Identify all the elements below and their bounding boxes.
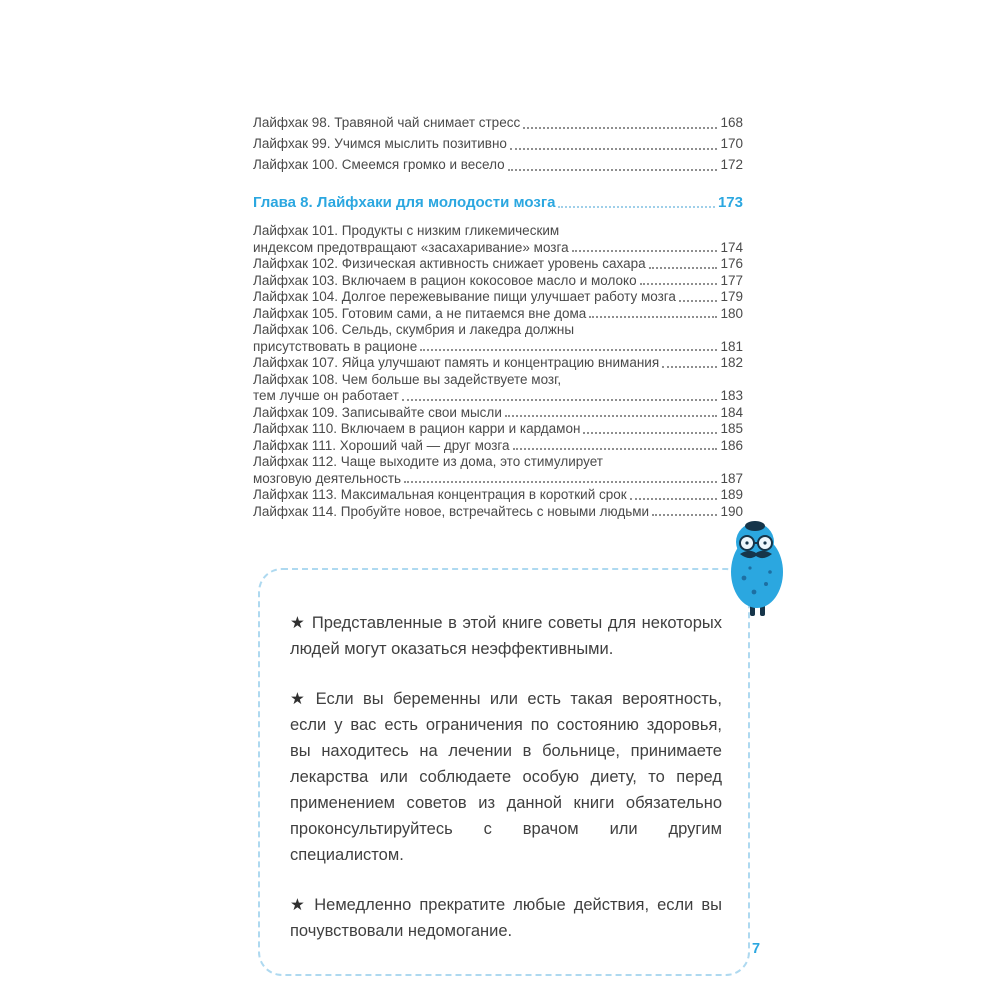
- dot-leader: [505, 405, 718, 418]
- toc-entry-text: Лайфхак 100. Смеемся громко и весело: [253, 157, 505, 172]
- dot-leader: [404, 471, 717, 484]
- toc-entry-line: [253, 471, 743, 488]
- toc-entry-line: [253, 355, 743, 372]
- disclaimer-text: Если вы беременны или есть такая вероятность, если у вас есть ограничения по состоянию здоровья, вы находитесь на лечении в больнице, принимаете лекарства или соблюдаете особую диету, то перед применением советов из данной книги обязательно проконсультируйтесь с врачом или другим специалистом.: [290, 690, 722, 864]
- disclaimer-box: [258, 568, 750, 976]
- toc-entry-page-number: 180: [720, 305, 743, 321]
- dot-leader: [513, 438, 718, 451]
- toc-entry-line: [253, 306, 743, 323]
- dot-leader: [572, 240, 718, 253]
- toc-entry-line: [253, 133, 743, 154]
- dot-leader: [640, 273, 718, 286]
- toc-entry-text: Лайфхак 114. Пробуйте новое, встречайтесь с новыми людьми: [253, 503, 650, 519]
- star-icon: ★: [290, 614, 306, 632]
- toc-entry-text: индексом предотвращают «засахаривание» мозга: [253, 239, 569, 255]
- toc-entry-line: [253, 112, 743, 133]
- toc-entry-line: [253, 487, 743, 504]
- disclaimer-paragraph: [290, 610, 722, 662]
- toc-pre-entries: [253, 112, 743, 175]
- page-number: 7: [752, 941, 761, 957]
- disclaimer-paragraph: [290, 686, 722, 868]
- mascot-character: [724, 518, 790, 622]
- dot-leader: [662, 355, 717, 368]
- toc-entry-page-number: 172: [720, 157, 743, 172]
- toc-entry-text: Лайфхак 107. Яйца улучшают память и концентрацию внимания: [253, 355, 660, 370]
- toc-entry-text: присутствовать в рационе: [253, 338, 418, 354]
- toc-entry-page-number: 170: [720, 136, 743, 151]
- toc-entry-text: Лайфхак 110. Включаем в рацион карри и кардамон: [253, 421, 581, 436]
- star-icon: ★: [290, 896, 309, 914]
- toc-entry-line: [253, 504, 743, 521]
- toc-entry-text: Лайфхак 113. Максимальная концентрация в короткий срок: [253, 487, 627, 502]
- toc-entry-page-number: 186: [720, 437, 743, 453]
- toc-entry-text: Лайфхак 99. Учимся мыслить позитивно: [253, 136, 507, 151]
- chapter-heading-row: [253, 193, 743, 213]
- disclaimer-text: Представленные в этой книге советы для некоторых людей могут оказаться неэффективными.: [290, 614, 722, 658]
- toc-entry-line: [253, 339, 743, 356]
- toc-entry-page-number: 187: [720, 470, 743, 486]
- toc-entry-text: Лайфхак 98. Травяной чай снимает стресс: [253, 115, 521, 130]
- disclaimer-paragraph: [290, 892, 722, 944]
- toc-entry-line: [253, 273, 743, 290]
- toc-entry-page-number: 183: [720, 388, 743, 403]
- toc-entry-text: Лайфхак 106. Сельдь, скумбрия и лакедра должны: [253, 322, 575, 337]
- star-icon: ★: [290, 690, 310, 708]
- toc-entry-page-number: 182: [720, 355, 743, 370]
- toc-entry-text: Лайфхак 109. Записывайте свои мысли: [253, 404, 502, 420]
- toc-entry-text: тем лучше он работает: [253, 388, 399, 403]
- toc-entry-text: Лайфхак 111. Хороший чай — друг мозга: [253, 437, 510, 453]
- dot-leader: [510, 133, 718, 150]
- dot-leader: [558, 193, 715, 208]
- toc-entry-page-number: 185: [720, 421, 743, 436]
- toc-entry-page-number: 168: [720, 115, 743, 130]
- toc-entry-text: Лайфхак 103. Включаем в рацион кокосовое масло и молоко: [253, 272, 637, 288]
- toc-entry-text: Лайфхак 105. Готовим сами, а не питаемся вне дома: [253, 305, 587, 321]
- toc-entry-page-number: 190: [720, 503, 743, 519]
- dot-leader: [630, 487, 718, 500]
- toc-entry-text: Лайфхак 102. Физическая активность снижает уровень сахара: [253, 256, 646, 271]
- toc-entry-line: [253, 154, 743, 175]
- dot-leader: [589, 306, 717, 319]
- dot-leader: [583, 421, 717, 434]
- toc-entry-page-number: 181: [720, 338, 743, 354]
- toc-entries: [253, 223, 743, 520]
- toc-entry-line: [253, 438, 743, 455]
- table-of-contents: [253, 112, 743, 520]
- dot-leader: [649, 256, 718, 269]
- toc-entry-line: [253, 322, 743, 339]
- toc-entry-line: [253, 388, 743, 405]
- toc-entry-line: [253, 256, 743, 273]
- dot-leader: [402, 388, 718, 401]
- chapter-title: Глава 8. Лайфхаки для молодости мозга: [253, 194, 556, 211]
- toc-entry-text: Лайфхак 108. Чем больше вы задействуете мозг,: [253, 371, 562, 387]
- dot-leader: [679, 289, 718, 302]
- toc-entry-line: [253, 372, 743, 389]
- toc-entry-page-number: 184: [720, 404, 743, 420]
- dot-leader: [508, 154, 718, 171]
- toc-entry-line: [253, 454, 743, 471]
- toc-entry-page-number: 176: [720, 256, 743, 271]
- toc-entry-page-number: 177: [720, 272, 743, 288]
- toc-entry-line: [253, 421, 743, 438]
- toc-entry-page-number: 189: [720, 487, 743, 502]
- toc-entry-line: [253, 240, 743, 257]
- toc-entry-text: Лайфхак 112. Чаще выходите из дома, это стимулирует: [253, 454, 603, 469]
- dot-leader: [420, 339, 717, 352]
- disclaimer-text: Немедленно прекратите любые действия, если вы почувствовали недомогание.: [290, 896, 723, 940]
- toc-entry-text: Лайфхак 104. Долгое пережевывание пищи улучшает работу мозга: [253, 289, 676, 304]
- toc-entry-line: [253, 289, 743, 306]
- toc-entry-page-number: 174: [720, 239, 743, 255]
- disclaimer-paragraphs: [290, 610, 722, 944]
- chapter-page-number: 173: [717, 194, 743, 211]
- toc-entry-text: Лайфхак 101. Продукты с низким гликемическим: [253, 223, 560, 238]
- toc-entry-page-number: 179: [720, 289, 743, 304]
- toc-entry-line: [253, 223, 743, 240]
- toc-entry-line: [253, 405, 743, 422]
- dot-leader: [652, 504, 717, 517]
- dot-leader: [523, 112, 717, 129]
- toc-entry-text: мозговую деятельность: [253, 470, 402, 486]
